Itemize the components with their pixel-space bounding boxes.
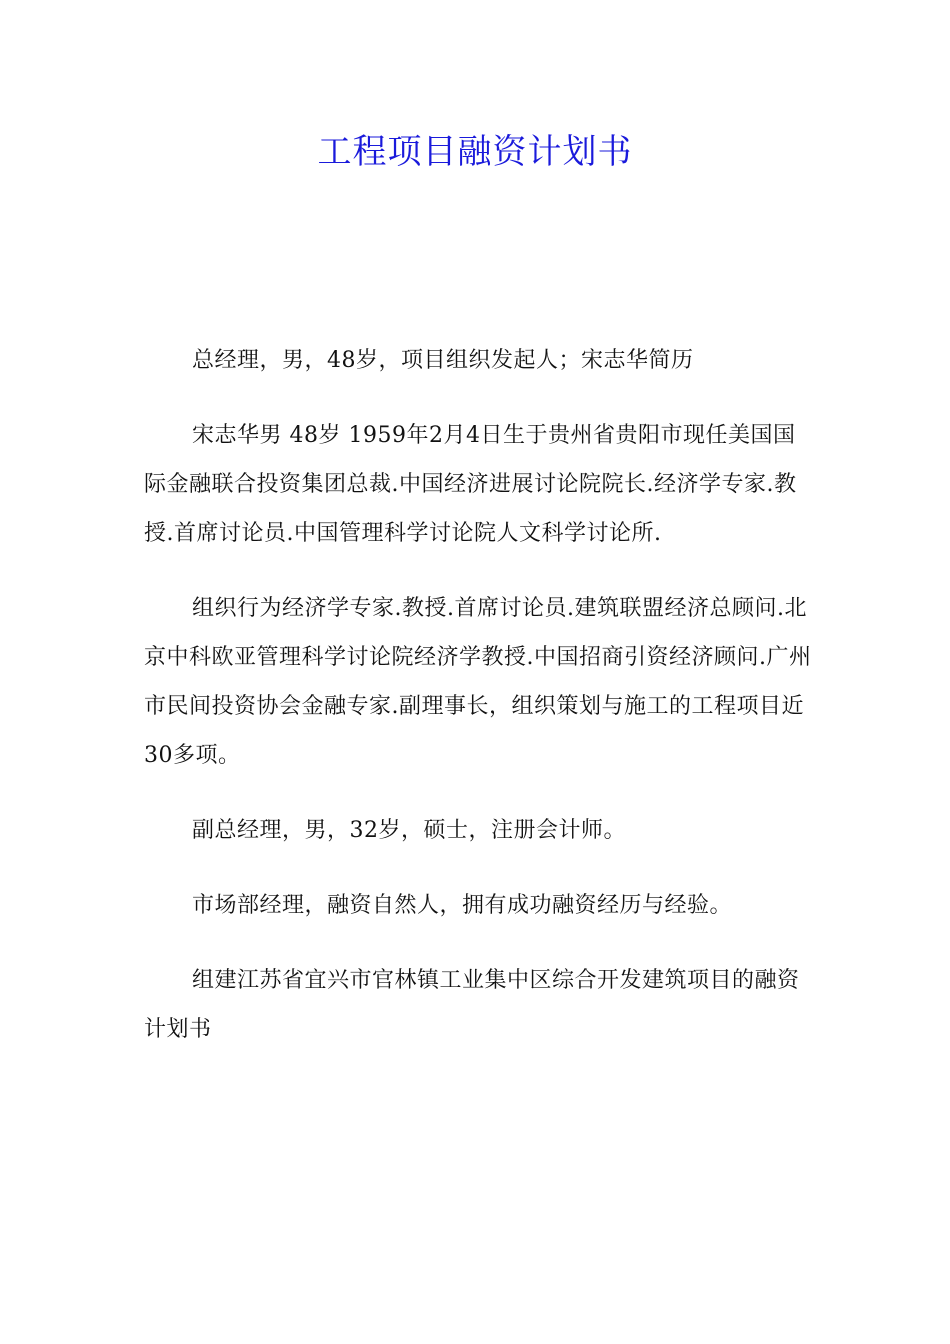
document-title: 工程项目融资计划书 bbox=[317, 132, 633, 172]
paragraph-project-plan: 组建江苏省宜兴市官林镇工业集中区综合开发建筑项目的融资计划书 bbox=[144, 968, 800, 1042]
paragraph-resume-2: 组织行为经济学专家.教授.首席讨论员.建筑联盟经济总顾问.北京中科欧亚管理科学讨论院经济学教授.中国招商引资经济顾问.广州市民间投资协会金融专家.副理事长，组织策划与施工的工程项目近30多项。 bbox=[144, 596, 812, 768]
paragraph-general-manager: 总经理，男，48岁，项目组织发起人；宋志华简历 bbox=[192, 348, 694, 373]
paragraph-resume-1: 宋志华男 48岁 1959年2月4日生于贵州省贵阳市现任美国国际金融联合投资集团总裁.中国经济进展讨论院院长.经济学专家.教授.首席讨论员.中国管理科学讨论院人文科学讨论所. bbox=[144, 423, 797, 546]
paragraph-marketing-manager: 市场部经理，融资自然人，拥有成功融资经历与经验。 bbox=[192, 893, 733, 918]
document-body bbox=[144, 336, 816, 1080]
paragraph-deputy-manager: 副总经理，男，32岁，硕士，注册会计师。 bbox=[192, 818, 626, 843]
